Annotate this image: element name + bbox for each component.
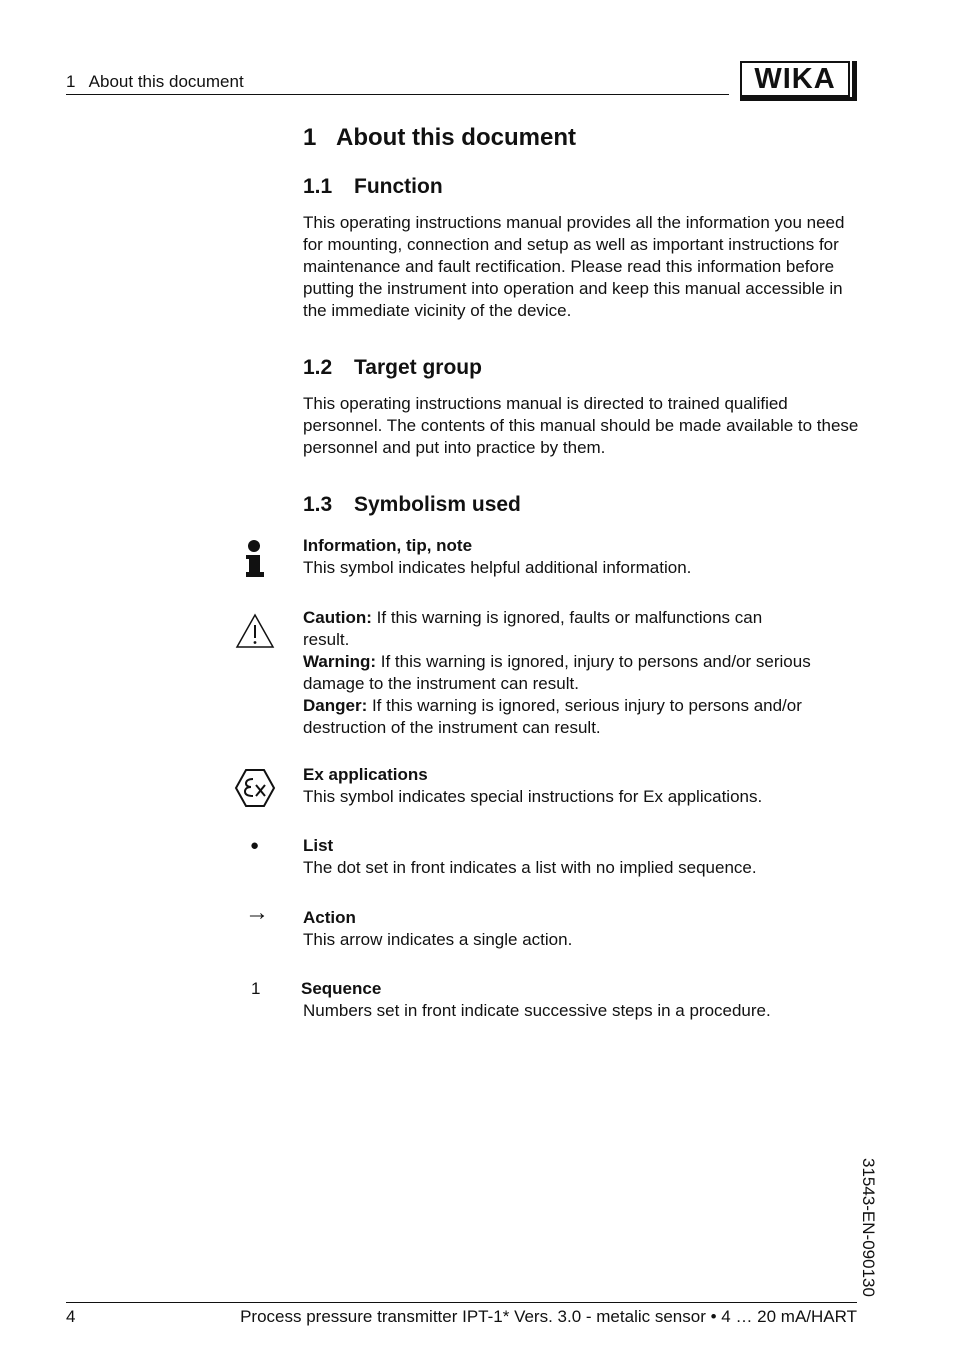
warning-symbol-description — [303, 607, 863, 739]
section-number: 1.2 — [303, 356, 333, 379]
chapter-title: About this document — [336, 124, 576, 151]
list-symbol-description — [303, 835, 863, 879]
action-text: This arrow indicates a single action. — [303, 930, 573, 949]
chapter-heading — [303, 123, 576, 153]
section-heading-target-group — [303, 355, 482, 381]
danger-label: Danger: — [303, 696, 368, 715]
document-code: 31543-EN-090130 — [859, 1158, 878, 1297]
warning-label: Warning: — [303, 652, 377, 671]
footer-rule — [66, 1302, 857, 1303]
sequence-title: Sequence — [301, 979, 382, 998]
logo-text: WIKA — [754, 62, 836, 95]
warning-triangle-icon — [235, 613, 275, 649]
list-text: The dot set in front indicates a list with no implied sequence. — [303, 858, 757, 877]
ex-symbol-description — [303, 764, 863, 808]
ex-title: Ex applications — [303, 765, 428, 784]
section-number: 1.1 — [303, 175, 333, 198]
danger-text: If this warning is ignored, serious injury to persons and/or destruction of the instrument can result. — [303, 696, 802, 737]
section-number: 1.3 — [303, 493, 333, 516]
header-rule — [66, 94, 729, 95]
sequence-text: Numbers set in front indicate successive steps in a procedure. — [303, 1001, 771, 1020]
section-title: Symbolism used — [354, 493, 521, 516]
ex-explosion-protection-icon — [234, 768, 276, 808]
chapter-number: 1 — [303, 124, 317, 151]
info-symbol-description — [303, 535, 863, 579]
danger-line — [303, 695, 863, 739]
action-arrow-icon: → — [245, 899, 269, 926]
function-paragraph: This operating instructions manual provides all the information you need for mounting, connection and setup as well as important instructions for maintenance and fault rectification. Please read this information before putting the instrument into operation and keep this manual accessible in the immediate vicinity of the device. — [303, 213, 845, 320]
section-heading-function — [303, 174, 443, 200]
logo-shadow-bottom — [740, 97, 857, 101]
caution-line — [303, 607, 793, 651]
sequence-number-icon: 1 — [251, 979, 261, 998]
action-title: Action — [303, 908, 356, 927]
list-bullet-icon: ● — [250, 837, 260, 854]
running-header: 1 About this document — [66, 72, 244, 91]
caution-label: Caution: — [303, 608, 372, 627]
logo-shadow-right — [852, 61, 857, 101]
wika-logo — [740, 61, 850, 97]
info-text: This symbol indicates helpful additional information. — [303, 558, 692, 577]
caution-text: If this warning is ignored, faults or malfunctions can result. — [303, 608, 763, 649]
action-symbol-description — [303, 907, 863, 951]
sequence-symbol-description — [303, 978, 863, 1022]
info-title: Information, tip, note — [303, 536, 473, 555]
ex-text: This symbol indicates special instructions for Ex applications. — [303, 787, 763, 806]
page-number: 4 — [66, 1307, 76, 1326]
warning-line — [303, 651, 863, 695]
section-heading-symbolism — [303, 492, 521, 518]
footer-product-title: Process pressure transmitter IPT-1* Vers. 3.0 - metalic sensor • 4 … 20 mA/HART — [240, 1307, 857, 1326]
list-title: List — [303, 836, 334, 855]
section-title: Target group — [354, 356, 482, 379]
info-icon — [243, 538, 267, 580]
warning-text: If this warning is ignored, injury to persons and/or serious damage to the instrument can result. — [303, 652, 811, 693]
target-group-paragraph: This operating instructions manual is directed to trained qualified personnel. The contents of this manual should be made available to these personnel and put into practice by them. — [303, 394, 859, 457]
section-title: Function — [354, 175, 443, 198]
